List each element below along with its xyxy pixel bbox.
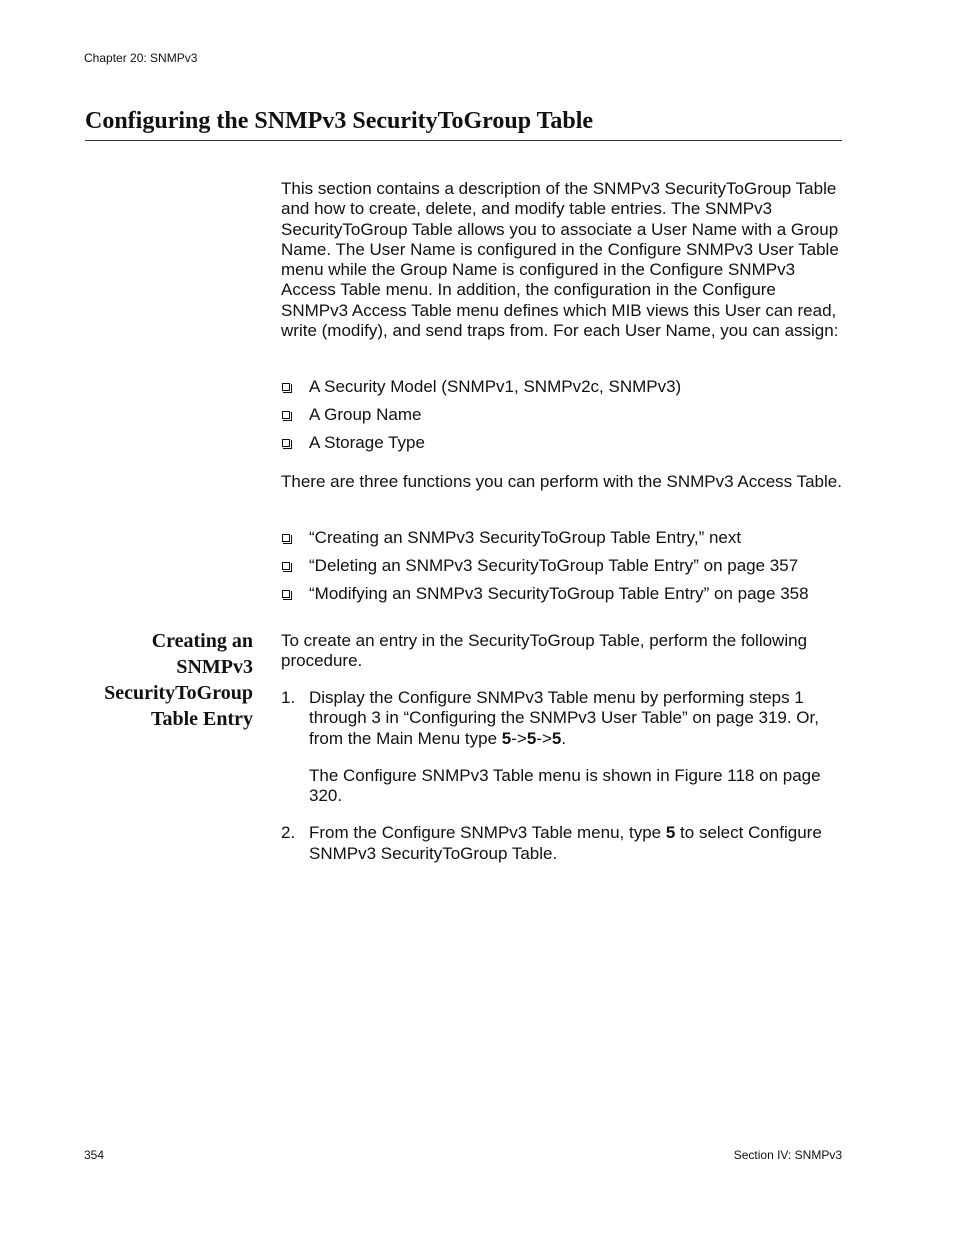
section-title: Configuring the SNMPv3 SecurityToGroup Table [85, 108, 594, 134]
functions-intro-paragraph: There are three functions you can perform with the SNMPv3 Access Table. [281, 472, 842, 491]
feature-list [281, 377, 843, 461]
checkbox-bullet-icon [282, 534, 290, 542]
step-text: From the Configure SNMPv3 Table menu, type 5 to select Configure SNMPv3 SecurityToGroup Table. [309, 823, 822, 863]
list-item[interactable] [281, 556, 843, 584]
functions-list [281, 528, 843, 612]
checkbox-bullet-icon [282, 383, 290, 391]
procedure-steps [281, 688, 843, 864]
checkbox-bullet-icon [282, 562, 290, 570]
cross-reference-link[interactable]: “Creating an SNMPv3 SecurityToGroup Table Entry,” next [309, 528, 742, 547]
subsection-heading: Creating an SNMPv3 SecurityToGroup Table Entry [104, 630, 253, 730]
list-item[interactable] [281, 584, 843, 612]
cross-reference-link[interactable]: “Modifying an SNMPv3 SecurityToGroup Table Entry” on page 358 [309, 584, 809, 603]
procedure-step [281, 823, 843, 864]
running-header: Chapter 20: SNMPv3 [84, 51, 198, 65]
procedure-intro: To create an entry in the SecurityToGroup Table, perform the following procedure. [281, 631, 808, 671]
step-number: 2. [281, 823, 296, 843]
step-number: 1. [281, 688, 296, 707]
checkbox-bullet-icon [282, 439, 290, 447]
page-number: 354 [84, 1148, 105, 1162]
list-item[interactable] [281, 528, 843, 556]
step-text: Display the Configure SNMPv3 Table menu by performing steps 1 through 3 in “Configuring the SNMPv3 User Table” on page 319. Or, from the Main Menu type 5->5->5. [309, 688, 819, 748]
intro-text: This section contains a description of the SNMPv3 SecurityToGroup Table and how to create, delete, and modify table entries. The SNMPv3 SecurityToGroup Table allows you to associate a User Name with a Group Name. The User Name is configured in the Configure SNMPv3 User Table menu while the Group Name is configured in the Configure SNMPv3 Access Table menu. In addition, the configuration in the Configure SNMPv3 Access Table menu defines which MIB views this User can read, write (modify), and send traps from. For each User Name, you can assign: [281, 179, 839, 341]
list-item: A Group Name [281, 405, 843, 433]
procedure-step [281, 688, 843, 806]
cross-reference-link[interactable]: “Deleting an SNMPv3 SecurityToGroup Table Entry” on page 357 [309, 556, 799, 575]
checkbox-bullet-icon [282, 411, 290, 419]
list-item: A Security Model (SNMPv1, SNMPv2c, SNMPv3) [281, 377, 843, 405]
intro-paragraph [281, 179, 843, 341]
step-note: The Configure SNMPv3 Table menu is shown in Figure 118 on page 320. [309, 765, 821, 806]
title-rule [85, 140, 842, 141]
list-item: A Storage Type [281, 433, 843, 461]
checkbox-bullet-icon [282, 590, 290, 598]
running-footer: Section IV: SNMPv3 [733, 1148, 842, 1162]
